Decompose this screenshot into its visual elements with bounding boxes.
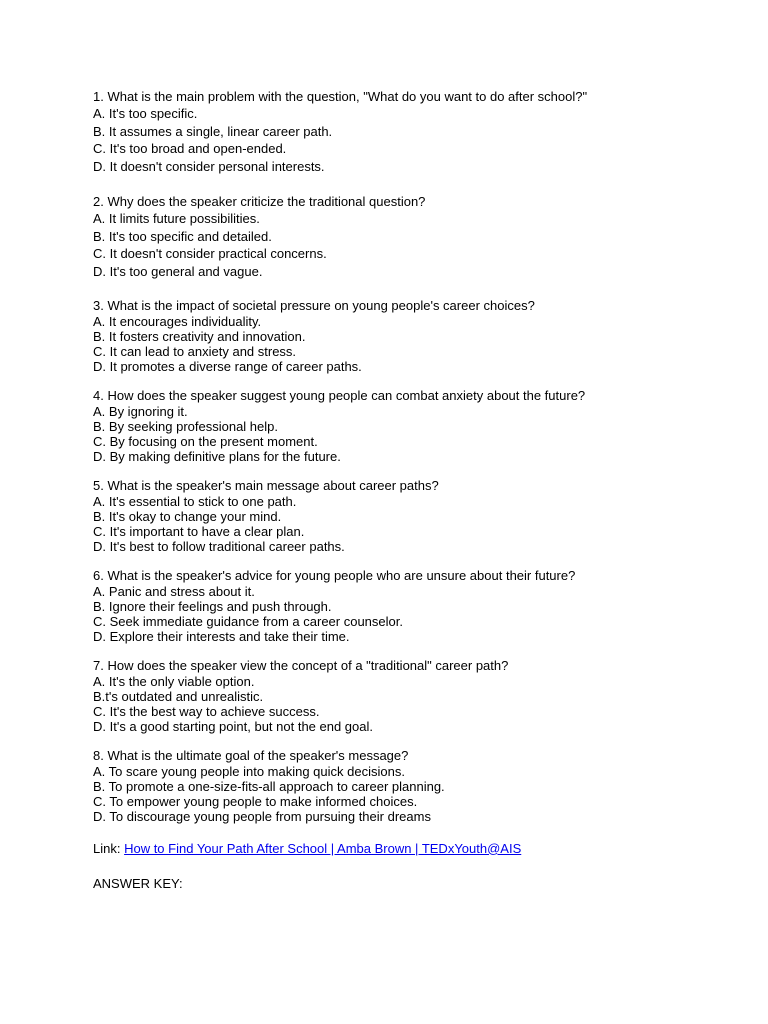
option-d: D. It's too general and vague. — [93, 263, 263, 279]
option-d: D. It's best to follow traditional career paths. — [93, 538, 345, 554]
question-text: 5. What is the speaker's main message about career paths? — [93, 477, 439, 493]
question-2 — [93, 193, 733, 281]
option-d: D. Explore their interests and take their time. — [93, 628, 350, 644]
option-b: B. It assumes a single, linear career path. — [93, 123, 333, 139]
option-c: C. It can lead to anxiety and stress. — [93, 343, 297, 359]
spacer — [93, 644, 733, 658]
option-c: C. It doesn't consider practical concerns. — [93, 246, 327, 262]
option-c: C. It's too broad and open-ended. — [93, 141, 287, 157]
question-3 — [93, 298, 733, 374]
option-d: D. It doesn't consider personal interests. — [93, 159, 325, 175]
answer-key-heading: ANSWER KEY: — [93, 875, 183, 891]
option-b: B.t's outdated and unrealistic. — [93, 688, 264, 704]
option-a: A. It encourages individuality. — [93, 313, 262, 329]
question-text: 8. What is the ultimate goal of the speaker's message? — [93, 747, 409, 763]
option-c: C. By focusing on the present moment. — [93, 433, 318, 449]
option-a: A. By ignoring it. — [93, 403, 188, 419]
option-b: B. By seeking professional help. — [93, 418, 278, 434]
spacer — [93, 734, 733, 748]
option-c: C. It's important to have a clear plan. — [93, 523, 305, 539]
option-c: C. It's the best way to achieve success. — [93, 703, 320, 719]
option-a: A. It's the only viable option. — [93, 673, 255, 689]
spacer — [93, 554, 733, 568]
question-text: 3. What is the impact of societal pressure on young people's career choices? — [93, 297, 535, 313]
option-b: B. To promote a one-size-fits-all approach to career planning. — [93, 778, 445, 794]
spacer — [93, 281, 733, 298]
worksheet-page — [93, 88, 733, 892]
option-b: B. It fosters creativity and innovation. — [93, 328, 306, 344]
option-c: C. To empower young people to make informed choices. — [93, 793, 418, 809]
spacer — [93, 824, 733, 841]
spacer — [93, 176, 733, 193]
question-1 — [93, 88, 733, 176]
spacer — [93, 374, 733, 388]
spacer — [93, 464, 733, 478]
option-a: A. Panic and stress about it. — [93, 583, 255, 599]
question-8 — [93, 748, 733, 824]
option-a: A. It limits future possibilities. — [93, 210, 260, 226]
video-link-line — [93, 841, 733, 857]
option-a: A. It's too specific. — [93, 106, 198, 121]
question-text: 2. Why does the speaker criticize the traditional question? — [93, 193, 426, 209]
option-b: B. It's too specific and detailed. — [93, 228, 272, 244]
question-7 — [93, 658, 733, 734]
question-4 — [93, 388, 733, 464]
question-text: 4. How does the speaker suggest young people can combat anxiety about the future? — [93, 387, 586, 403]
option-d: D. To discourage young people from pursuing their dreams — [93, 808, 431, 824]
question-5 — [93, 478, 733, 554]
option-d: D. By making definitive plans for the future. — [93, 448, 341, 464]
question-6 — [93, 568, 733, 644]
option-a: A. To scare young people into making quick decisions. — [93, 763, 405, 779]
question-text: 7. How does the speaker view the concept of a "traditional" career path? — [93, 657, 509, 673]
option-a: A. It's essential to stick to one path. — [93, 493, 297, 509]
video-link[interactable]: How to Find Your Path After School | Amba Brown | TEDxYouth@AIS — [124, 840, 522, 856]
question-text: 1. What is the main problem with the question, "What do you want to do after school?" — [93, 89, 588, 104]
question-text: 6. What is the speaker's advice for young people who are unsure about their future? — [93, 567, 576, 583]
option-d: D. It promotes a diverse range of career paths. — [93, 358, 362, 374]
option-b: B. Ignore their feelings and push through. — [93, 598, 332, 614]
link-prefix: Link: — [93, 840, 125, 856]
option-b: B. It's okay to change your mind. — [93, 508, 282, 524]
option-c: C. Seek immediate guidance from a career counselor. — [93, 613, 403, 629]
option-d: D. It's a good starting point, but not the end goal. — [93, 718, 374, 734]
